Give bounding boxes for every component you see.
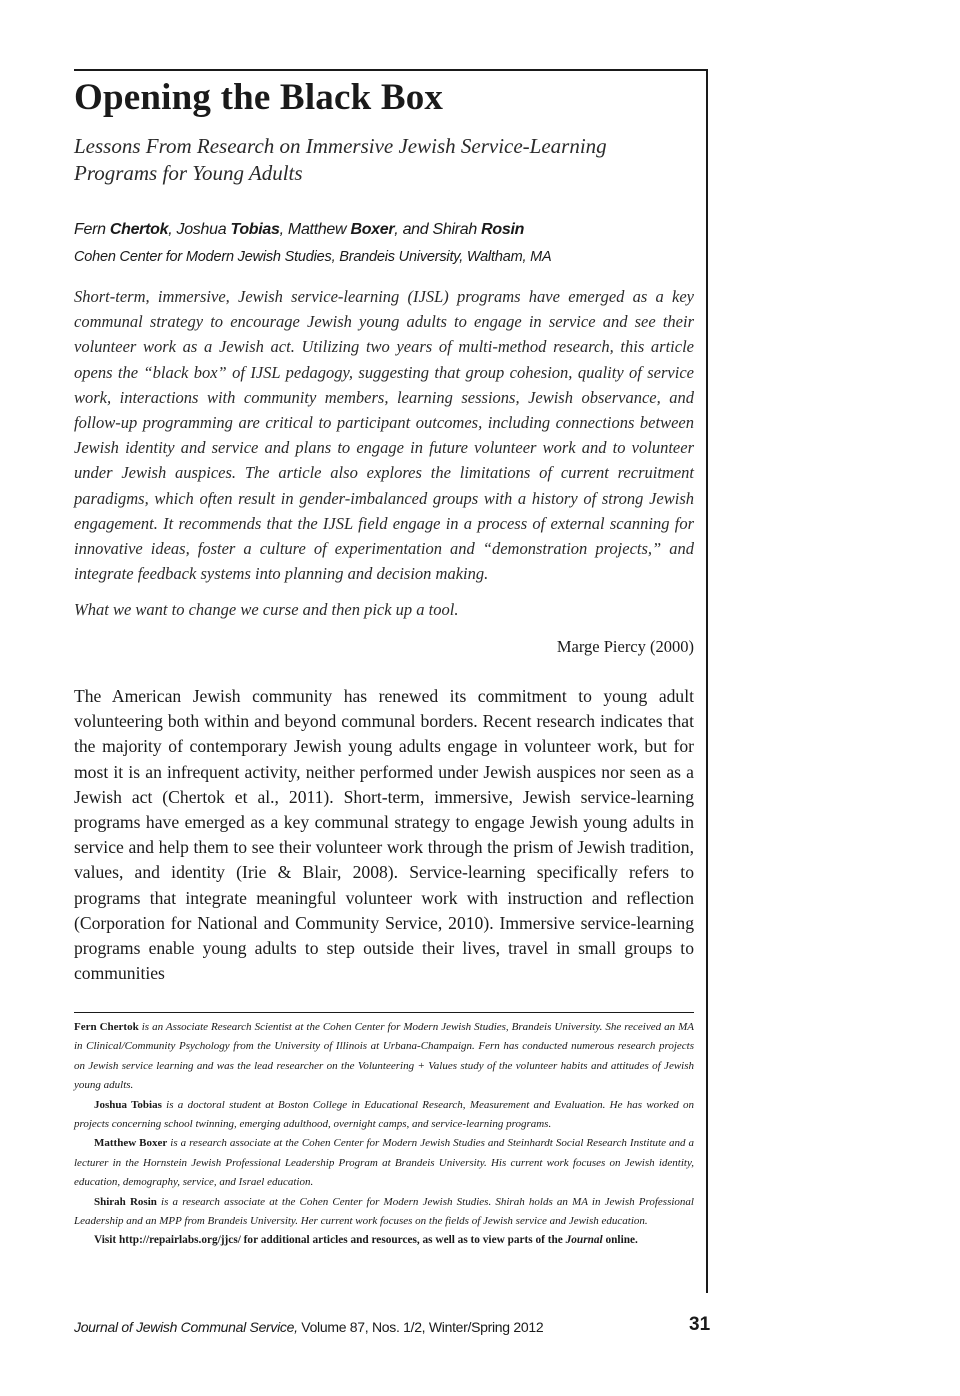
author-last-name: Chertok	[109, 221, 169, 238]
bio-text: is an Associate Research Scientist at the Cohen Center for Modern Jewish Studies, Brandeis University. She received an MA in Clinical/Community Psychology from the University of Illinois at Urbana-Champaign. Fern has conducted numerous research projects on Jewish service learning and was the lead researcher on the Volunteering + Values study of the volunteer habits and attitudes of Jewish young adults.	[74, 1021, 694, 1092]
bio-name: Shirah Rosin	[94, 1195, 157, 1208]
article-subtitle: Lessons From Research on Immersive Jewish Service-Learning Programs for Young Adults	[74, 134, 607, 185]
visit-journal: Journal	[565, 1234, 603, 1247]
epigraph-author: Marge Piercy (2000)	[556, 637, 694, 656]
author-bio	[74, 1096, 694, 1135]
author-first-name: Fern	[74, 221, 110, 238]
header-rule	[74, 69, 708, 71]
abstract: Short-term, immersive, Jewish service-learning (IJSL) programs have emerged as a key communal strategy to encourage Jewish young adults to engage in service and see their volunteer work as a Jewish act. Utilizing two years of multi-method research, this article opens the “black box” of IJSL pedagogy, suggesting that group cohesion, quality of service work, interactions with community members, learning sessions, Jewish observance, and follow-up programming are critical to participant outcomes, including connections between Jewish identity and service and plans to engage in future volunteer work and to volunteer under Jewish auspices. The article also explores the limitations of current recruitment paradigms, which often result in gender-imbalanced groups with a history of strong Jewish engagement. It recommends that the IJSL field engage in a process of external scanning for innovative ideas, foster a culture of experimentation and “demonstration projects,” and integrate feedback systems into planning and decision making.	[74, 287, 694, 584]
bio-name: Matthew Boxer	[94, 1137, 168, 1150]
bio-text: is a research associate at the Cohen Center for Modern Jewish Studies. Shirah holds an MA in Jewish Professional Leadership and an MPP from Brandeis University. Her current work focuses on the fields of Jewish service and Jewish education.	[74, 1195, 694, 1228]
article-title: Opening the Black Box	[74, 77, 444, 118]
epigraph-quote: What we want to change we curse and then pick up a tool.	[74, 600, 459, 619]
bio-text: is a doctoral student at Boston College in Educational Research, Measurement and Evaluation. He has worked on projects concerning school twinning, emerging adulthood, overnight camps, and service-learning programs.	[74, 1098, 694, 1131]
author-affiliation: Cohen Center for Modern Jewish Studies, Brandeis University, Waltham, MA	[74, 249, 552, 265]
footer-citation	[74, 1316, 543, 1338]
author-bio	[74, 1193, 694, 1232]
author-last-name: Rosin	[481, 221, 525, 238]
page-number: 31	[689, 1314, 711, 1335]
author-bio	[74, 1134, 694, 1192]
author-bio	[74, 1018, 694, 1096]
bio-text: is a research associate at the Cohen Center for Modern Jewish Studies and Steinhardt Social Research Institute and a lecturer in the Hornstein Jewish Professional Leadership Program at Brandeis University. His current work focuses on Jewish identity, education, demography, service, and Israel education.	[74, 1137, 694, 1189]
footnote-divider	[74, 1012, 694, 1013]
author-bios	[74, 1018, 694, 1251]
bio-name: Fern Chertok	[74, 1021, 139, 1033]
footer-journal-name: Journal of Jewish Communal Service,	[74, 1319, 298, 1335]
author-last-name: Tobias	[230, 221, 280, 238]
side-rule	[706, 69, 708, 1293]
author-separator: , and Shirah	[394, 221, 482, 238]
visit-text: Visit http://repairlabs.org/jjcs/ for additional articles and resources, as well as to view parts of the	[94, 1234, 566, 1247]
visit-tail: online.	[602, 1234, 638, 1247]
author-separator: , Matthew	[279, 221, 351, 238]
author-list	[74, 218, 524, 242]
body-paragraph: The American Jewish community has renewed its commitment to young adult volunteering both within and beyond communal borders. Recent research indicates that the majority of contemporary Jewish young adults engage in volunteer work, but for most it is an infrequent activity, neither performed under Jewish auspices nor seen as a Jewish act (Chertok et al., 2011). Short-term, immersive, Jewish service-learning programs have emerged as a key communal strategy to engage Jewish young adults in service and help them to see their volunteer work through the prism of Jewish tradition, values, and identity (Irie & Blair, 2008). Service-learning specifically refers to programs that integrate meaningful volunteer work with instruction and reflection (Corporation for National and Community Service, 2010). Immersive service-learning programs enable young adults to step outside their lives, travel in small groups to communities	[74, 686, 694, 984]
author-separator: , Joshua	[168, 221, 231, 238]
bio-name: Joshua Tobias	[94, 1098, 162, 1111]
author-last-name: Boxer	[350, 221, 395, 238]
visit-note	[74, 1231, 694, 1250]
footer-volume: Volume 87, Nos. 1/2, Winter/Spring 2012	[297, 1319, 544, 1335]
